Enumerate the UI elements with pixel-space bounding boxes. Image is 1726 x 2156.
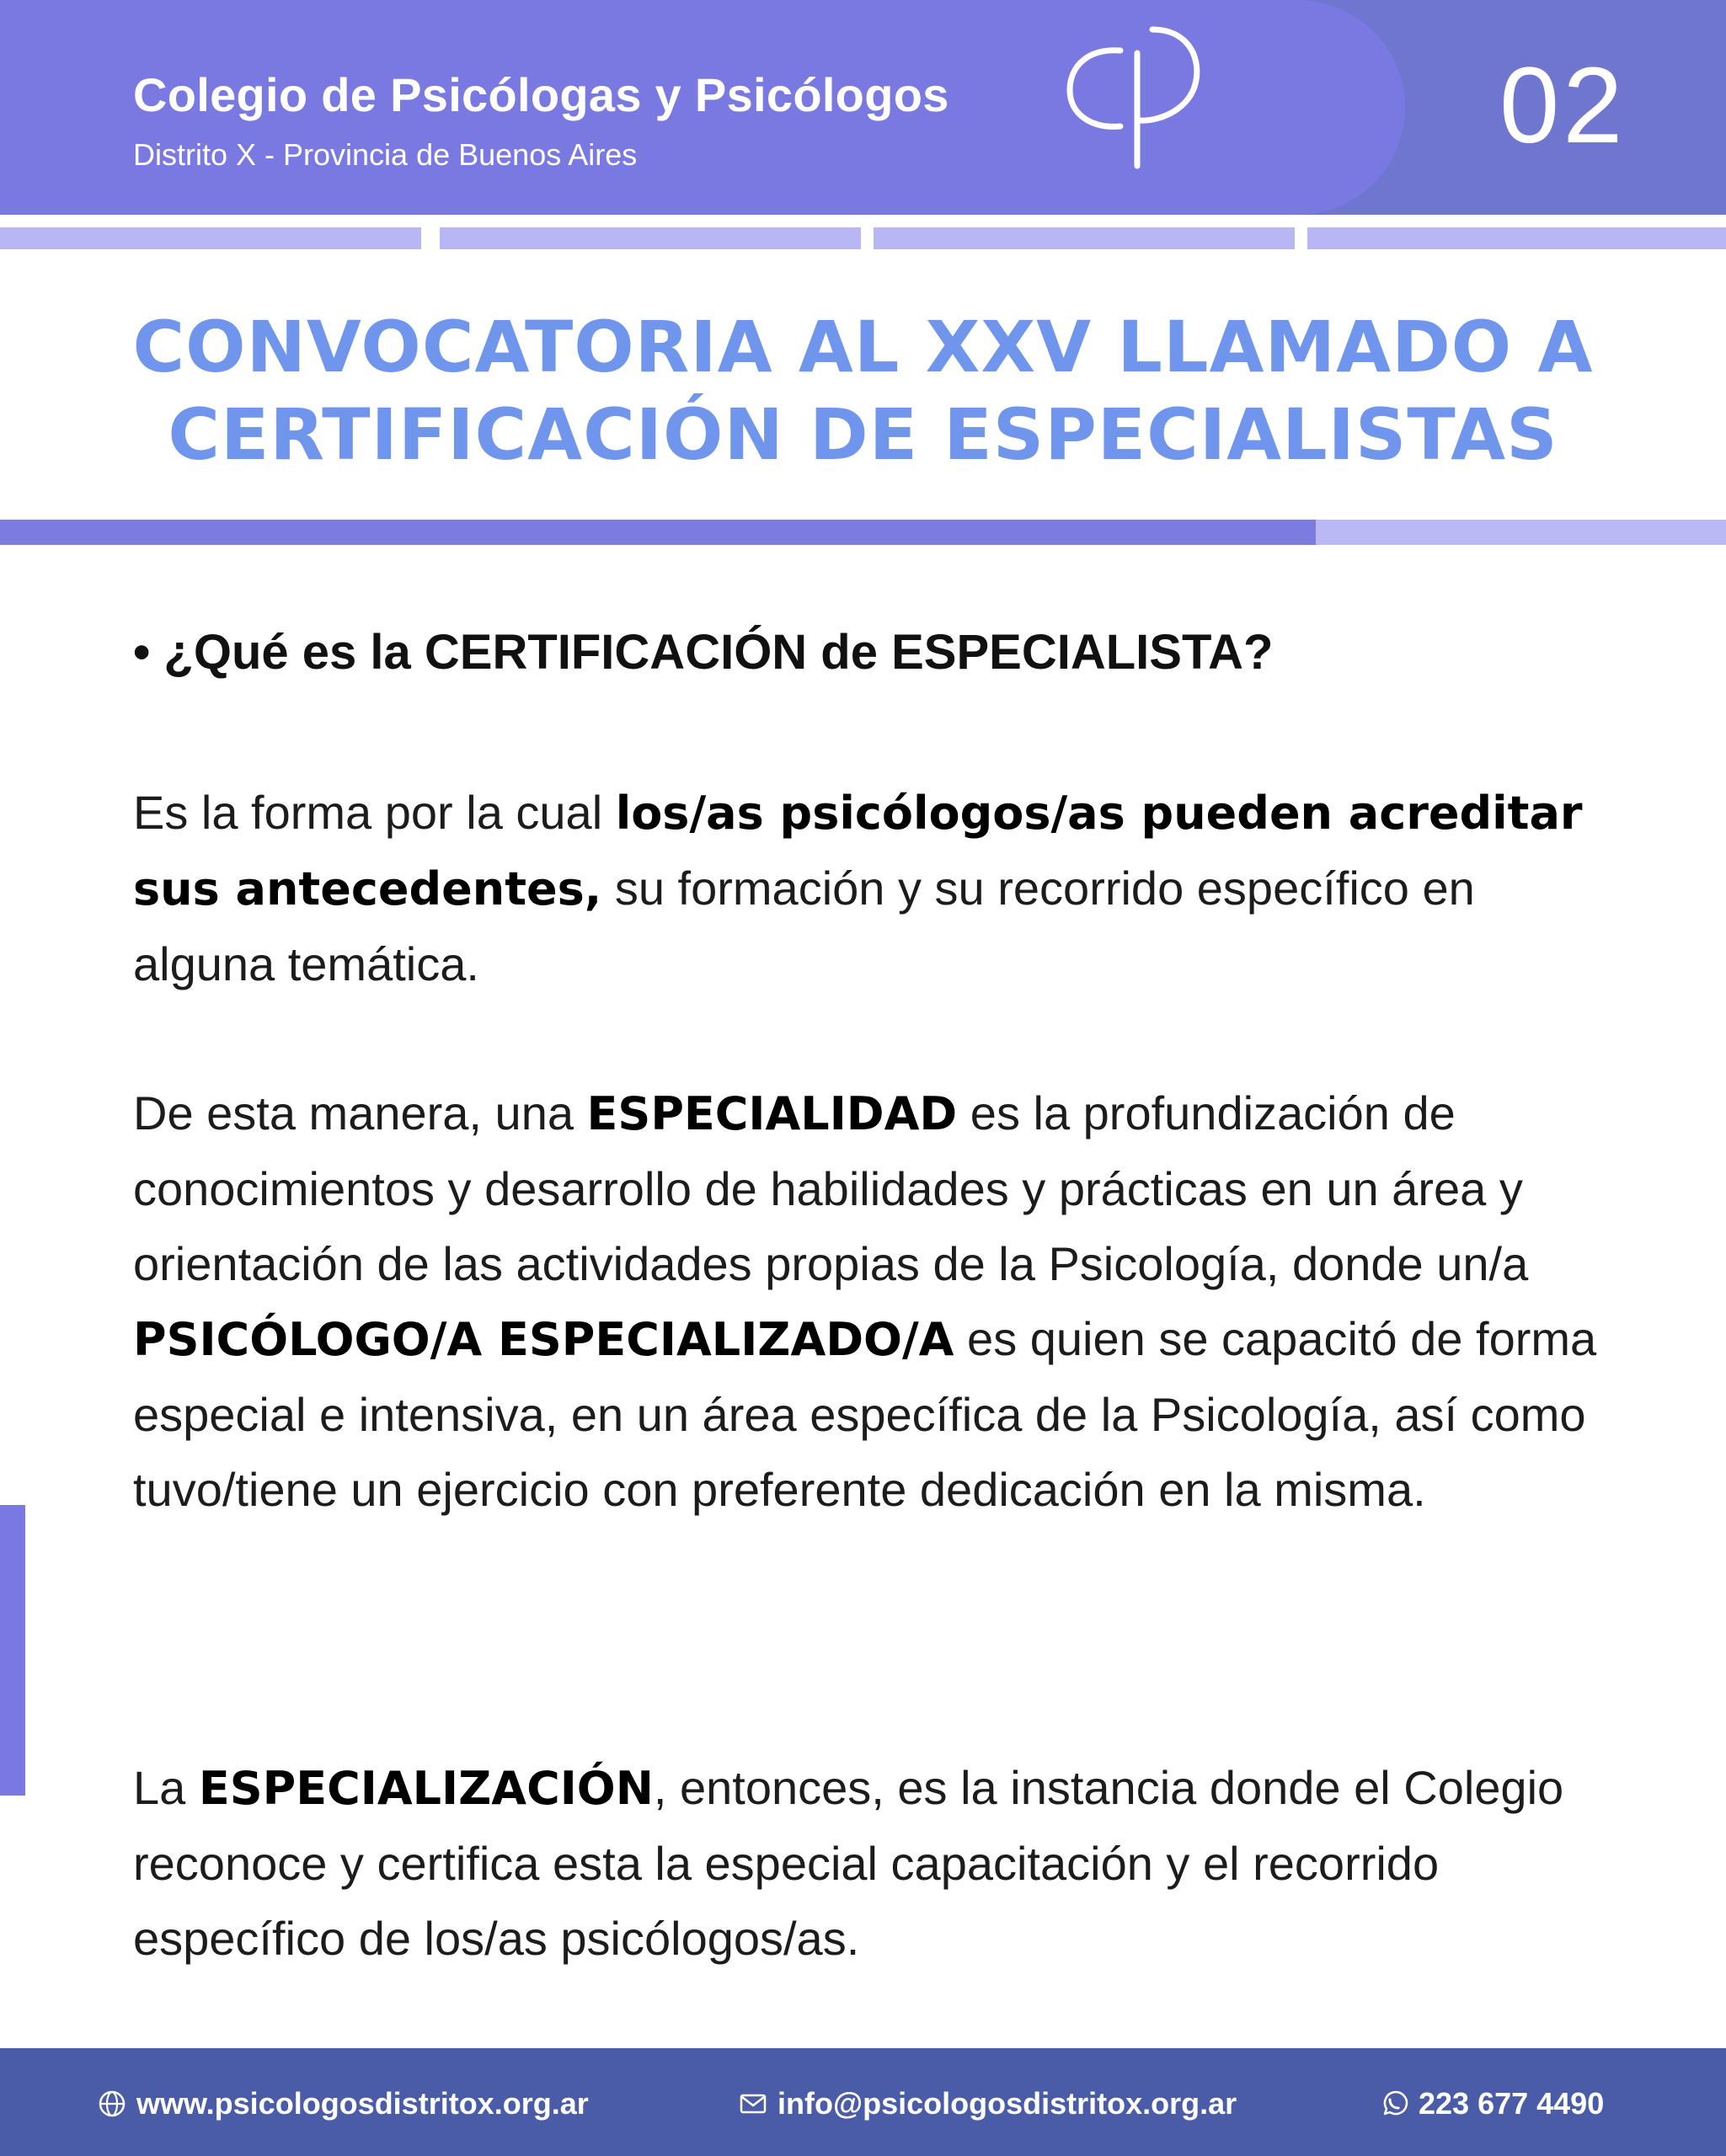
strip-segment-4 — [1307, 227, 1726, 249]
strip-segment-1 — [0, 227, 421, 249]
strip-segment-3 — [874, 227, 1295, 249]
section-question: • ¿Qué es la CERTIFICACIÓN de ESPECIALISTA? — [133, 625, 1274, 680]
organization-name: Colegio de Psicólogas y Psicólogos — [133, 68, 949, 121]
page-number: 02 — [1499, 45, 1627, 166]
footer-email-text: info@psicologosdistritox.org.ar — [778, 2086, 1237, 2121]
content-body — [133, 606, 1616, 1965]
psi-logo-icon — [1053, 21, 1209, 173]
header-banner — [0, 0, 1726, 215]
footer-bar — [0, 2048, 1726, 2156]
paragraph-especializacion: La ESPECIALIZACIÓN, entonces, es la instancia donde el Colegio reconoce y certifica esta la especial capacitación y el recorrido específico de los/as psicólogos/as. — [133, 1761, 1564, 1965]
mail-icon — [739, 2089, 767, 2118]
footer-phone-link[interactable] — [1380, 2085, 1604, 2122]
globe-icon — [98, 2089, 126, 2118]
paragraph-definition: Es la forma por la cual los/as psicólogos/as pueden acreditar sus antecedentes, su formación y su recorrido específico en alguna temática. — [133, 786, 1583, 990]
paragraph-especialidad: De esta manera, una ESPECIALIDAD es la profundización de conocimientos y desarrollo de habilidades y prácticas en un área y orientación de las actividades propias de la Psicología, donde un/a PSICÓLOGO/A ESPECIALIZADO/A es quien se capacitó de forma especial e intensiva, en un área específica de la Psicología, así como tuvo/tiene un ejercicio con preferente dedicación en la misma. — [133, 1086, 1597, 1516]
footer-phone-text: 223 677 4490 — [1419, 2086, 1605, 2121]
title-line-1: CONVOCATORIA AL XXV LLAMADO A — [132, 306, 1594, 388]
footer-website-text: www.psicologosdistritox.org.ar — [136, 2086, 589, 2121]
title-line-2: CERTIFICACIÓN DE ESPECIALISTAS — [168, 393, 1558, 476]
title-divider-dark — [0, 520, 1316, 545]
page-title — [0, 303, 1726, 478]
whatsapp-icon — [1380, 2089, 1408, 2118]
footer-email-link[interactable] — [739, 2085, 1237, 2122]
organization-district: Distrito X - Provincia de Buenos Aires — [133, 137, 638, 172]
strip-segment-2 — [440, 227, 861, 249]
side-accent-bar — [0, 1505, 25, 1796]
title-divider-light — [1316, 520, 1726, 545]
footer-website-link[interactable] — [98, 2085, 589, 2122]
